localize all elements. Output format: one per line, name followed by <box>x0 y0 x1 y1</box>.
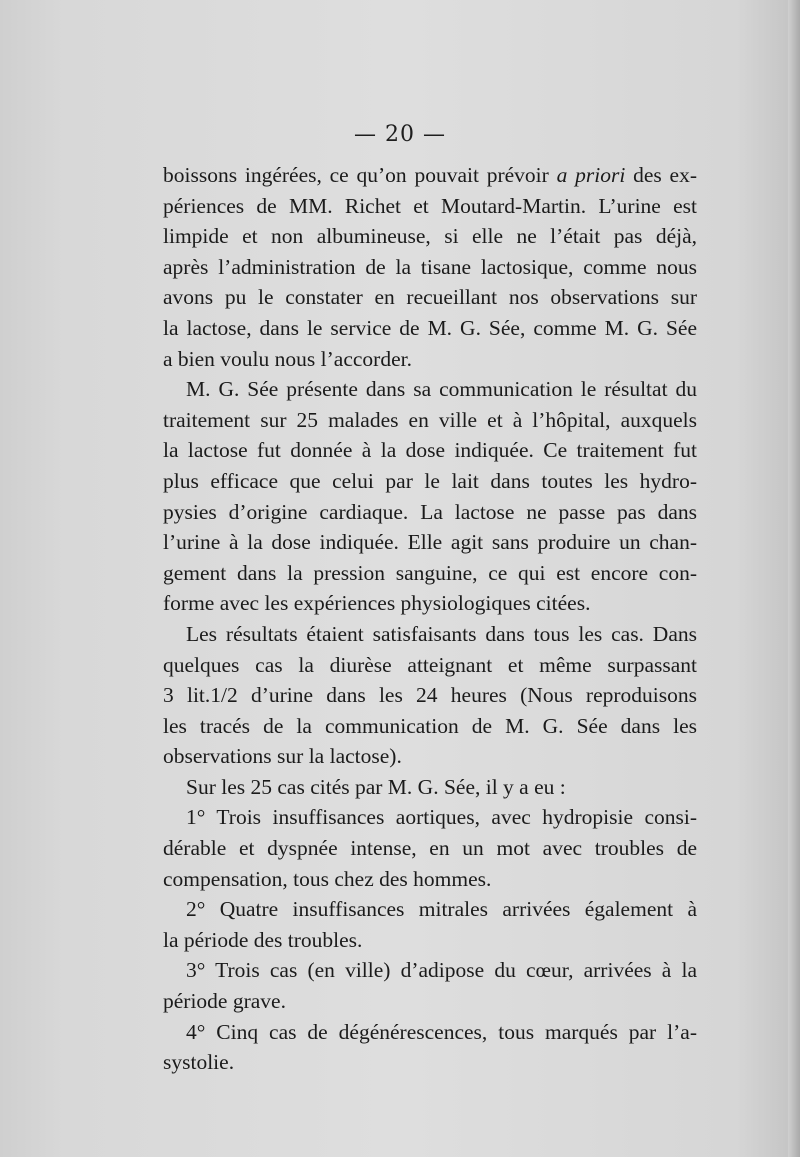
text-line: la lactose fut donnée à la dose indiquée. Ce traitement fut <box>163 438 697 463</box>
text-line: avons pu le constater en recueillant nos observations sur <box>163 285 697 310</box>
text-line: 3° Trois cas (en ville) d’adipose du cœur, arrivées à la <box>186 958 697 983</box>
text-line: compensation, tous chez des hommes. <box>163 866 492 891</box>
text-line: boissons ingérées, ce qu’on pouvait prévoir a priori des ex- <box>163 163 697 187</box>
page-edge-shadow <box>788 0 800 1157</box>
page-number: — 20 — <box>354 122 446 147</box>
text-line: observations sur la lactose). <box>163 744 402 769</box>
text-line: 2° Quatre insuffisances mitrales arrivées également à <box>186 897 697 922</box>
text-line: Les résultats étaient satisfaisants dans tous les cas. Dans <box>186 621 697 646</box>
body-text <box>163 160 697 1078</box>
text-line: les tracés de la communication de M. G. Sée dans les <box>163 713 697 738</box>
text-line: plus efficace que celui par le lait dans toutes les hydro- <box>163 468 697 493</box>
text-line: forme avec les expériences physiologiques citées. <box>163 591 591 616</box>
text-line: gement dans la pression sanguine, ce qui est encore con- <box>163 560 697 585</box>
text-line: périences de MM. Richet et Moutard-Martin. L’urine est <box>163 193 697 218</box>
text-line: après l’administration de la tisane lactosique, comme nous <box>163 254 697 279</box>
text-line: pysies d’origine cardiaque. La lactose ne passe pas dans <box>163 499 697 524</box>
text-line: systolie. <box>163 1050 235 1075</box>
text-line: la période des troubles. <box>163 927 363 952</box>
text-line: dérable et dyspnée intense, en un mot avec troubles de <box>163 836 697 861</box>
italic-phrase: a priori <box>556 163 626 187</box>
text-line: M. G. Sée présente dans sa communication le résultat du <box>186 377 697 402</box>
text-line: la lactose, dans le service de M. G. Sée, comme M. G. Sée <box>163 315 697 340</box>
text-line: quelques cas la diurèse atteignant et même surpassant <box>163 652 697 677</box>
text-line: 3 lit.1/2 d’urine dans les 24 heures (Nous reproduisons <box>163 683 697 708</box>
text-line: limpide et non albumineuse, si elle ne l’était pas déjà, <box>163 224 697 249</box>
text-line: a bien voulu nous l’accorder. <box>163 346 412 371</box>
text-line: traitement sur 25 malades en ville et à l’hôpital, auxquels <box>163 407 697 432</box>
text-line: Sur les 25 cas cités par M. G. Sée, il y a eu : <box>186 774 566 799</box>
text-line: l’urine à la dose indiquée. Elle agit sans produire un chan- <box>163 530 697 555</box>
text-line: 1° Trois insuffisances aortiques, avec hydropisie consi- <box>186 805 697 830</box>
text-line: 4° Cinq cas de dégénérescences, tous marqués par l’a- <box>186 1019 697 1044</box>
text-line: période grave. <box>163 989 286 1014</box>
